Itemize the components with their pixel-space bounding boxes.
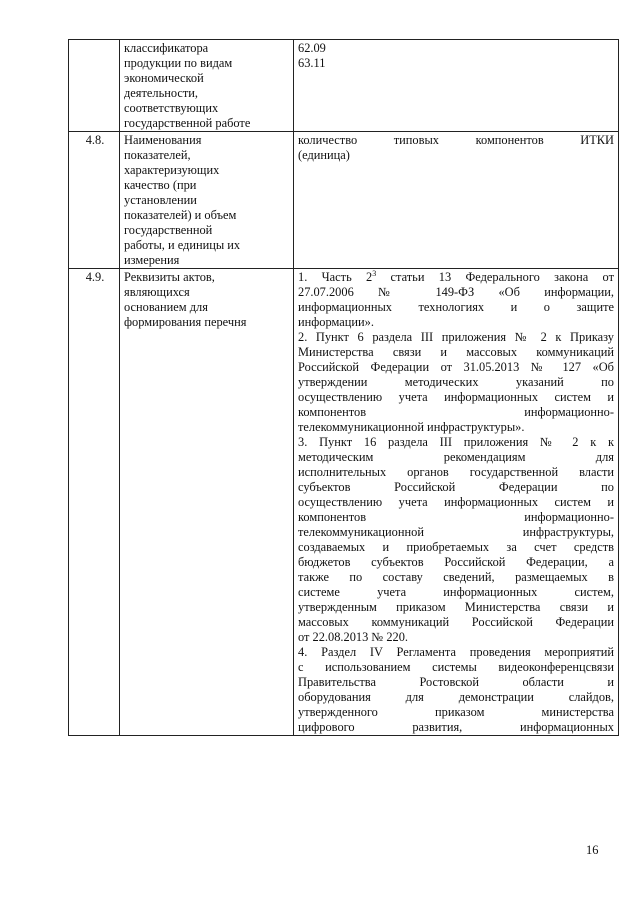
text-line: 27.07.2006 № 149-ФЗ «Об информации,	[298, 285, 614, 299]
text-line: Российской Федерации от 31.05.2013 № 127 «Об	[298, 360, 614, 374]
indicator-value-cell	[294, 269, 619, 736]
row-number: 4.8.	[85, 133, 105, 147]
text-line: также по составу сведений, размещаемых в	[298, 570, 614, 584]
text-line: основанием для	[124, 300, 208, 314]
text-line: Реквизиты актов,	[124, 270, 215, 284]
text-line: утвержденного приказом министерства	[298, 705, 614, 719]
text-line: системе учета информационных систем,	[298, 585, 614, 599]
text-line: цифрового развития, информационных	[298, 720, 614, 734]
superscript: 3	[372, 269, 377, 278]
text-line: 63.11	[298, 56, 326, 70]
text-line: деятельности,	[124, 86, 199, 100]
text-line: оборудования для демонстрации слайдов,	[298, 690, 614, 704]
text-line: продукции по видам	[124, 56, 233, 70]
text-line: осуществлению учета информационных систем и	[298, 495, 614, 509]
text-line: осуществлению учета информационных систем и	[298, 390, 614, 404]
indicator-value-cell	[294, 40, 619, 132]
text-line: компонентов информационно-	[298, 510, 614, 524]
text-line: являющихся	[124, 285, 190, 299]
text-line: методическим рекомендациям для	[298, 450, 614, 464]
text-line: Министерства связи и массовых коммуникаций	[298, 345, 614, 359]
text-line: информации».	[298, 315, 374, 329]
text-line: субъектов Российской Федерации по	[298, 480, 614, 494]
text-line: соответствующих	[124, 101, 219, 115]
text-line: классификатора	[124, 41, 209, 55]
text-line: телекоммуникационной инфраструктуры,	[298, 525, 614, 539]
text-line: экономической	[124, 71, 204, 85]
text-line: государственной	[124, 223, 213, 237]
text-line	[298, 270, 614, 285]
text-line: (единица)	[298, 148, 350, 162]
row-number-cell	[69, 269, 120, 736]
table-row	[69, 132, 619, 269]
row-number: 4.9.	[85, 270, 105, 284]
text-line: утверждении методических указаний по	[298, 375, 614, 389]
indicator-name-cell	[120, 132, 294, 269]
text-fragment: статьи 13 Федерального закона от	[376, 270, 614, 284]
text-line: бюджетов субъектов Российской Федерации, а	[298, 555, 614, 569]
text-line: измерения	[124, 253, 180, 267]
text-line: исполнительных органов государственной власти	[298, 465, 614, 479]
text-line: качество (при	[124, 178, 197, 192]
text-line: информационных технологиях и о защите	[298, 300, 614, 314]
text-line: 62.09	[298, 41, 326, 55]
text-line: показателей) и объем	[124, 208, 237, 222]
text-line: от 22.08.2013 № 220.	[298, 630, 409, 644]
row-number-cell	[69, 132, 120, 269]
text-line: формирования перечня	[124, 315, 247, 329]
text-line: характеризующих	[124, 163, 220, 177]
row-number-cell	[69, 40, 120, 132]
indicator-name-cell	[120, 40, 294, 132]
text-fragment: 1. Часть 2	[298, 270, 373, 284]
text-line: количество типовых компонентов ИТКИ	[298, 133, 614, 147]
table-row	[69, 269, 619, 736]
text-line: утвержденным приказом Министерства связи и	[298, 600, 614, 614]
text-line: Правительства Ростовской области и	[298, 675, 614, 689]
document-table	[68, 39, 619, 736]
page-number: 16	[586, 843, 599, 857]
text-line: работы, и единицы их	[124, 238, 241, 252]
text-line: компонентов информационно-	[298, 405, 614, 419]
text-line: 2. Пункт 6 раздела III приложения № 2 к Приказу	[298, 330, 614, 344]
text-line: показателей,	[124, 148, 191, 162]
text-line: установлении	[124, 193, 197, 207]
indicator-name-cell	[120, 269, 294, 736]
text-line: телекоммуникационной инфраструктуры».	[298, 420, 525, 434]
text-line: государственной работе	[124, 116, 251, 130]
text-line: массовых коммуникаций Российской Федерации	[298, 615, 614, 629]
indicator-value-cell	[294, 132, 619, 269]
text-line: создаваемых и приобретаемых за счет средств	[298, 540, 614, 554]
text-line: с использованием системы видеоконференцсвязи	[298, 660, 614, 674]
text-line: 3. Пункт 16 раздела III приложения № 2 к к	[298, 435, 614, 449]
table-row	[69, 40, 619, 132]
text-line: Наименования	[124, 133, 202, 147]
text-line: 4. Раздел IV Регламента проведения мероприятий	[298, 645, 614, 659]
